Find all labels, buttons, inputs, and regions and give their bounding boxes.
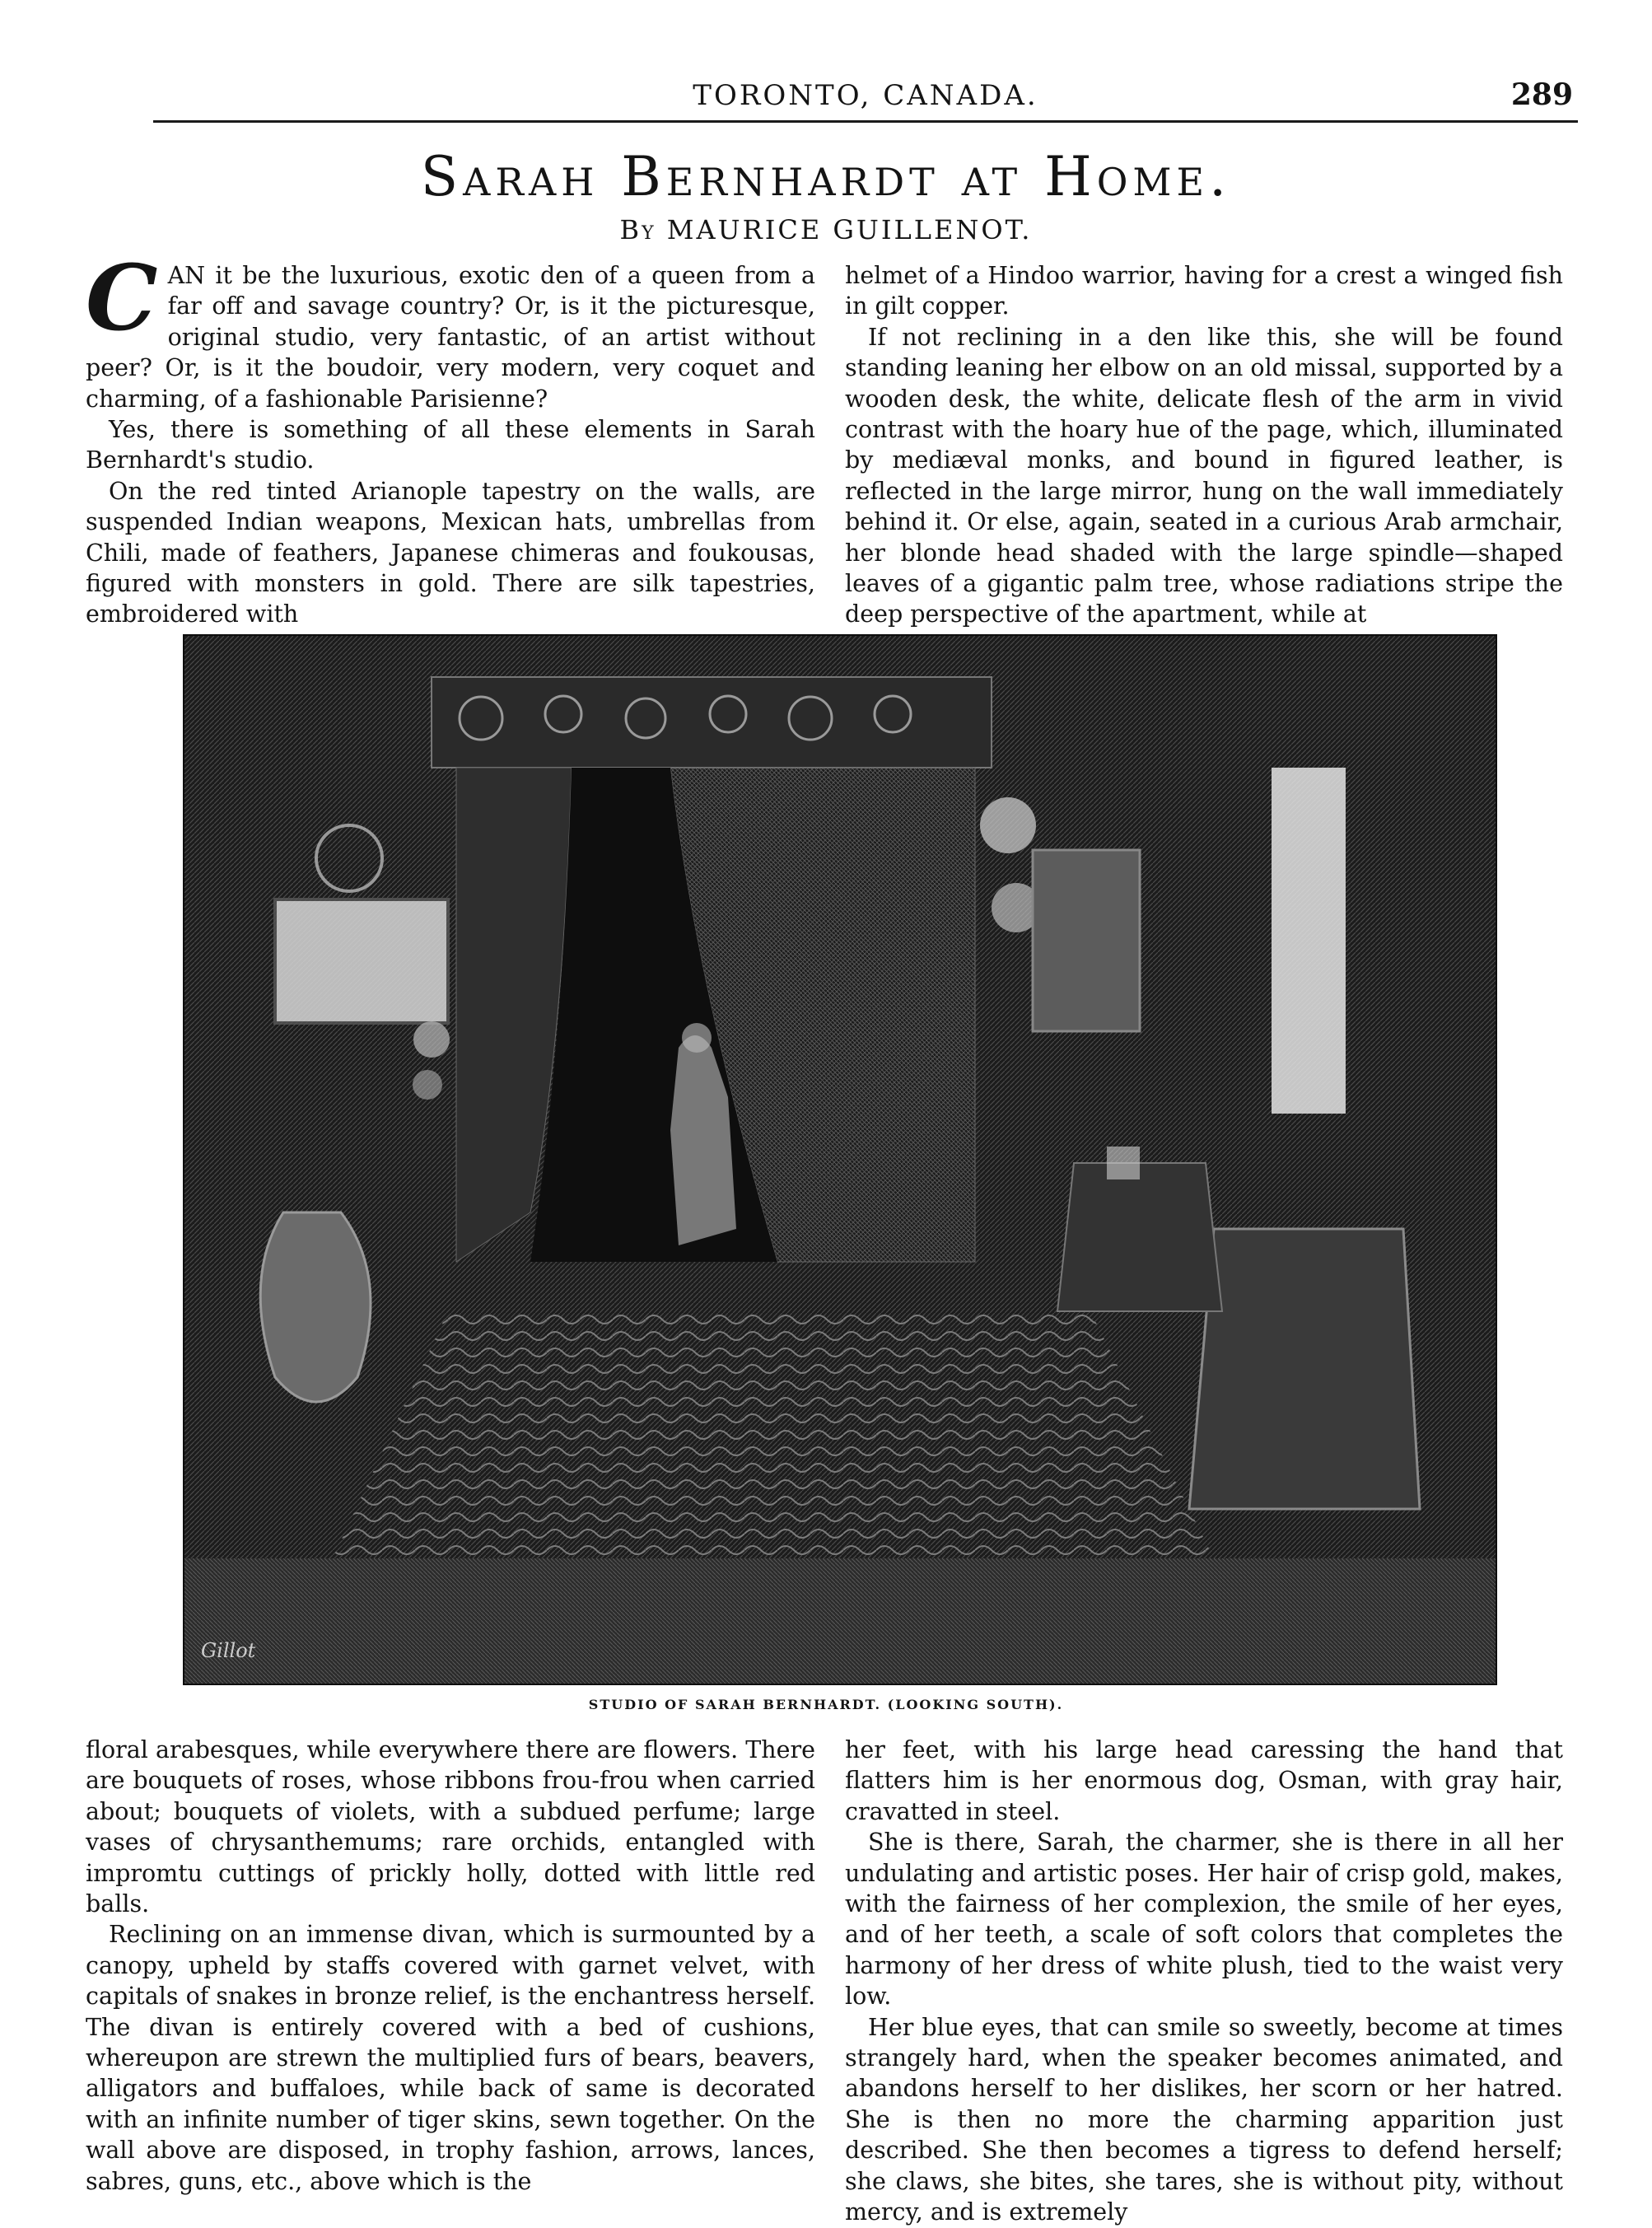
rug bbox=[333, 1311, 1214, 1558]
article-byline: By MAURICE GUILLENOT. bbox=[619, 214, 1033, 245]
paragraph: Yes, there is something of all these elements in Sarah Bernhardt's studio. bbox=[86, 416, 815, 474]
paragraph: helmet of a Hindoo warrior, having for a crest a winged fish in gilt copper. bbox=[845, 262, 1563, 320]
drop-cap: C bbox=[86, 245, 158, 351]
page-number: 289 bbox=[1510, 77, 1573, 112]
artist-signature: Gillot bbox=[201, 1639, 256, 1662]
engraving-illustration bbox=[184, 636, 1496, 1684]
desk bbox=[1057, 1163, 1222, 1311]
paragraph: If not reclining in a den like this, she will be found standing leaning her elbow on an old missal, supported by a wooden desk, the white, delicate flesh of the arm in vivid contrast with the hoary hue of the page, which, illuminated by mediæval monks, and bound in figured leather, is reflected in the large mirror, hung on the wall immediately behind it. Or else, again, seated in a curious Arab armchair, her blonde head shaded with the large spindle—shaped leaves of a gigantic palm tree, whose radiations stripe the deep perspective of the apartment, while at bbox=[845, 323, 1563, 628]
running-head bbox=[153, 71, 1578, 123]
paragraph-opening bbox=[86, 245, 815, 414]
article-title: Sarah Bernhardt at Home. bbox=[420, 145, 1232, 208]
column-top-left bbox=[86, 245, 815, 630]
paragraph: Her blue eyes, that can smile so sweetly, become at times strangely hard, when the speaker becomes animated, and abandons herself to her dislikes, her scorn or her hatred. She is then no more the charming apparition just described. She then becomes a tigress to defend herself; she claws, she bites, she tares, she is without pity, without mercy, and is extremely bbox=[845, 2013, 1563, 2226]
arab-armchair bbox=[1189, 1229, 1420, 1509]
column-top-right bbox=[845, 260, 1563, 630]
running-head-place: TORONTO, CANADA. bbox=[693, 79, 1038, 112]
paragraph: On the red tinted Arianople tapestry on the walls, are suspended Indian weapons, Mexican hats, umbrellas from Chili, made of feathers, Japanese chimeras and foukousas, figured with monsters in gold. There are silk tapestries, embroidered with bbox=[86, 477, 815, 628]
wall-painting bbox=[275, 899, 448, 1023]
studio-engraving bbox=[183, 634, 1497, 1685]
column-bottom-right bbox=[845, 1735, 1563, 2228]
figure-caption: STUDIO OF SARAH BERNHARDT. (LOOKING SOUTH). bbox=[588, 1697, 1064, 1712]
decorative-plate bbox=[980, 797, 1036, 853]
window bbox=[1272, 768, 1346, 1114]
paragraph: her feet, with his large head caressing the hand that flatters him is her enormous dog, Osman, with gray hair, cravatted in steel. bbox=[845, 1736, 1563, 1825]
column-bottom-left bbox=[86, 1735, 815, 2197]
paragraph: Reclining on an immense divan, which is surmounted by a canopy, upheld by staffs covered with garnet velvet, with capitals of snakes in bronze relief, is the enchantress herself. The divan is entirely covered with a bed of cushions, whereupon are strewn the multiplied furs of bears, beavers, alligators and buffaloes, while back of same is decorated with an infinite number of tiger skins, sewn together. On the wall above are disposed, in trophy fashion, arrows, lances, sabres, guns, etc., above which is the bbox=[86, 1921, 815, 2195]
paragraph: floral arabesques, while everywhere there are flowers. There are bouquets of roses, whose ribbons frou-frou when carried about; bouquets of violets, with a subdued perfume; large vases of chrysanthemums; rare orchids, entangled with impromtu cuttings of prickly holly, dotted with little red balls. bbox=[86, 1736, 815, 1918]
cabinet bbox=[1033, 850, 1140, 1031]
paragraph-text: AN it be the luxurious, exotic den of a queen from a far off and savage country? Or, is it the picturesque, original studio, very fantastic, of an artist without peer? Or, is it the boudoir, very modern, very coquet and charming, of a fashionable Parisienne? bbox=[86, 262, 815, 413]
paragraph: She is there, Sarah, the charmer, she is there in all her undulating and artistic poses. Her hair of crisp gold, makes, with the fairness of her complexion, the smile of her eyes, and of her teeth, a scale of soft colors that completes the harmony of her dress of white plush, tied to the waist very low. bbox=[845, 1829, 1563, 2011]
large-vase bbox=[260, 1212, 371, 1402]
